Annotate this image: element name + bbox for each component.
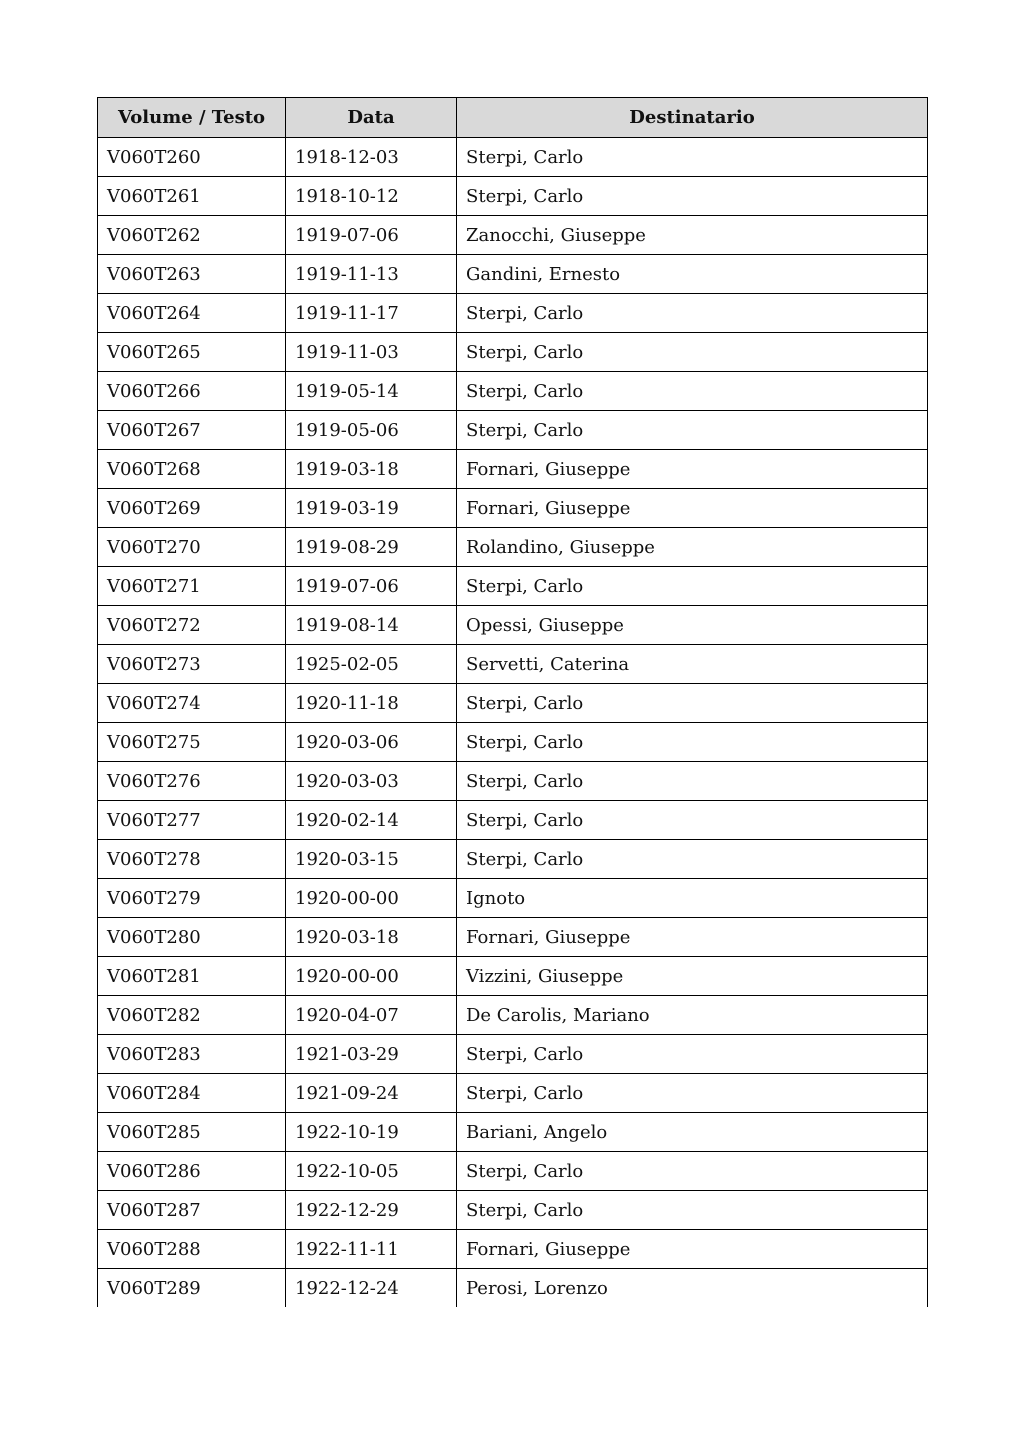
cell-data: 1922-11-11 (286, 1230, 457, 1269)
cell-data: 1920-03-03 (286, 762, 457, 801)
cell-volume-testo: V060T265 (98, 333, 286, 372)
cell-volume-testo: V060T282 (98, 996, 286, 1035)
cell-data: 1918-10-12 (286, 177, 457, 216)
cell-destinatario: Zanocchi, Giuseppe (457, 216, 928, 255)
cell-data: 1920-00-00 (286, 957, 457, 996)
cell-volume-testo: V060T276 (98, 762, 286, 801)
cell-data: 1921-03-29 (286, 1035, 457, 1074)
cell-volume-testo: V060T288 (98, 1230, 286, 1269)
cell-volume-testo: V060T283 (98, 1035, 286, 1074)
cell-data: 1919-07-06 (286, 216, 457, 255)
cell-volume-testo: V060T279 (98, 879, 286, 918)
cell-destinatario: Fornari, Giuseppe (457, 1230, 928, 1269)
cell-destinatario: Sterpi, Carlo (457, 294, 928, 333)
cell-data: 1925-02-05 (286, 645, 457, 684)
cell-destinatario: Sterpi, Carlo (457, 411, 928, 450)
table-row (98, 294, 928, 333)
table-row (98, 450, 928, 489)
table-row (98, 723, 928, 762)
table-row (98, 372, 928, 411)
table-row (98, 1074, 928, 1113)
cell-destinatario: De Carolis, Mariano (457, 996, 928, 1035)
cell-data: 1920-00-00 (286, 879, 457, 918)
table-row (98, 1191, 928, 1230)
cell-destinatario: Sterpi, Carlo (457, 801, 928, 840)
cell-destinatario: Sterpi, Carlo (457, 333, 928, 372)
cell-data: 1919-05-06 (286, 411, 457, 450)
table-row (98, 333, 928, 372)
cell-volume-testo: V060T263 (98, 255, 286, 294)
cell-volume-testo: V060T261 (98, 177, 286, 216)
document-page (97, 97, 927, 1307)
cell-volume-testo: V060T269 (98, 489, 286, 528)
cell-data: 1922-12-29 (286, 1191, 457, 1230)
cell-volume-testo: V060T281 (98, 957, 286, 996)
cell-destinatario: Fornari, Giuseppe (457, 450, 928, 489)
table-row (98, 528, 928, 567)
column-header-destinatario: Destinatario (457, 98, 928, 138)
cell-destinatario: Sterpi, Carlo (457, 723, 928, 762)
cell-data: 1922-10-19 (286, 1113, 457, 1152)
cell-volume-testo: V060T278 (98, 840, 286, 879)
cell-volume-testo: V060T286 (98, 1152, 286, 1191)
cell-destinatario: Sterpi, Carlo (457, 138, 928, 177)
cell-volume-testo: V060T260 (98, 138, 286, 177)
cell-data: 1921-09-24 (286, 1074, 457, 1113)
table-row (98, 1152, 928, 1191)
cell-data: 1919-03-18 (286, 450, 457, 489)
header-row (98, 98, 928, 138)
cell-destinatario: Sterpi, Carlo (457, 1074, 928, 1113)
cell-data: 1919-08-29 (286, 528, 457, 567)
cell-volume-testo: V060T267 (98, 411, 286, 450)
cell-destinatario: Bariani, Angelo (457, 1113, 928, 1152)
cell-volume-testo: V060T270 (98, 528, 286, 567)
cell-volume-testo: V060T277 (98, 801, 286, 840)
table-row (98, 801, 928, 840)
cell-volume-testo: V060T272 (98, 606, 286, 645)
table-row (98, 255, 928, 294)
cell-data: 1919-08-14 (286, 606, 457, 645)
cell-volume-testo: V060T287 (98, 1191, 286, 1230)
cell-data: 1918-12-03 (286, 138, 457, 177)
cell-destinatario: Sterpi, Carlo (457, 762, 928, 801)
table-row (98, 996, 928, 1035)
cell-data: 1919-11-03 (286, 333, 457, 372)
table-row (98, 138, 928, 177)
table-row (98, 840, 928, 879)
table-row (98, 411, 928, 450)
cell-data: 1919-05-14 (286, 372, 457, 411)
table-row (98, 177, 928, 216)
cell-data: 1922-10-05 (286, 1152, 457, 1191)
cell-destinatario: Sterpi, Carlo (457, 177, 928, 216)
cell-destinatario: Fornari, Giuseppe (457, 918, 928, 957)
cell-destinatario: Sterpi, Carlo (457, 684, 928, 723)
cell-destinatario: Opessi, Giuseppe (457, 606, 928, 645)
table-row (98, 1113, 928, 1152)
cell-volume-testo: V060T268 (98, 450, 286, 489)
cell-destinatario: Sterpi, Carlo (457, 567, 928, 606)
cell-volume-testo: V060T285 (98, 1113, 286, 1152)
table-row (98, 1035, 928, 1074)
table-row (98, 567, 928, 606)
cell-data: 1919-07-06 (286, 567, 457, 606)
cell-volume-testo: V060T289 (98, 1269, 286, 1308)
cell-data: 1920-03-06 (286, 723, 457, 762)
cell-volume-testo: V060T271 (98, 567, 286, 606)
table-row (98, 918, 928, 957)
cell-volume-testo: V060T280 (98, 918, 286, 957)
cell-destinatario: Rolandino, Giuseppe (457, 528, 928, 567)
cell-destinatario: Sterpi, Carlo (457, 1035, 928, 1074)
cell-volume-testo: V060T262 (98, 216, 286, 255)
cell-volume-testo: V060T284 (98, 1074, 286, 1113)
cell-volume-testo: V060T274 (98, 684, 286, 723)
cell-data: 1919-03-19 (286, 489, 457, 528)
cell-volume-testo: V060T266 (98, 372, 286, 411)
cell-data: 1920-02-14 (286, 801, 457, 840)
cell-data: 1919-11-17 (286, 294, 457, 333)
table-row (98, 762, 928, 801)
cell-destinatario: Sterpi, Carlo (457, 840, 928, 879)
cell-volume-testo: V060T273 (98, 645, 286, 684)
cell-data: 1920-03-15 (286, 840, 457, 879)
table-header (98, 98, 928, 138)
table-row (98, 1269, 928, 1308)
cell-destinatario: Vizzini, Giuseppe (457, 957, 928, 996)
table-row (98, 957, 928, 996)
cell-data: 1920-04-07 (286, 996, 457, 1035)
cell-destinatario: Servetti, Caterina (457, 645, 928, 684)
column-header-volume-testo: Volume / Testo (98, 98, 286, 138)
cell-data: 1922-12-24 (286, 1269, 457, 1308)
cell-destinatario: Ignoto (457, 879, 928, 918)
table-row (98, 684, 928, 723)
table-row (98, 1230, 928, 1269)
cell-volume-testo: V060T275 (98, 723, 286, 762)
column-header-data: Data (286, 98, 457, 138)
cell-destinatario: Perosi, Lorenzo (457, 1269, 928, 1308)
cell-destinatario: Gandini, Ernesto (457, 255, 928, 294)
table-body (98, 138, 928, 1308)
table-row (98, 606, 928, 645)
cell-data: 1920-11-18 (286, 684, 457, 723)
cell-volume-testo: V060T264 (98, 294, 286, 333)
letters-table (97, 97, 928, 1307)
cell-destinatario: Sterpi, Carlo (457, 1152, 928, 1191)
table-row (98, 879, 928, 918)
cell-destinatario: Fornari, Giuseppe (457, 489, 928, 528)
table-row (98, 489, 928, 528)
table-row (98, 645, 928, 684)
cell-destinatario: Sterpi, Carlo (457, 1191, 928, 1230)
cell-data: 1919-11-13 (286, 255, 457, 294)
table-row (98, 216, 928, 255)
cell-data: 1920-03-18 (286, 918, 457, 957)
cell-destinatario: Sterpi, Carlo (457, 372, 928, 411)
